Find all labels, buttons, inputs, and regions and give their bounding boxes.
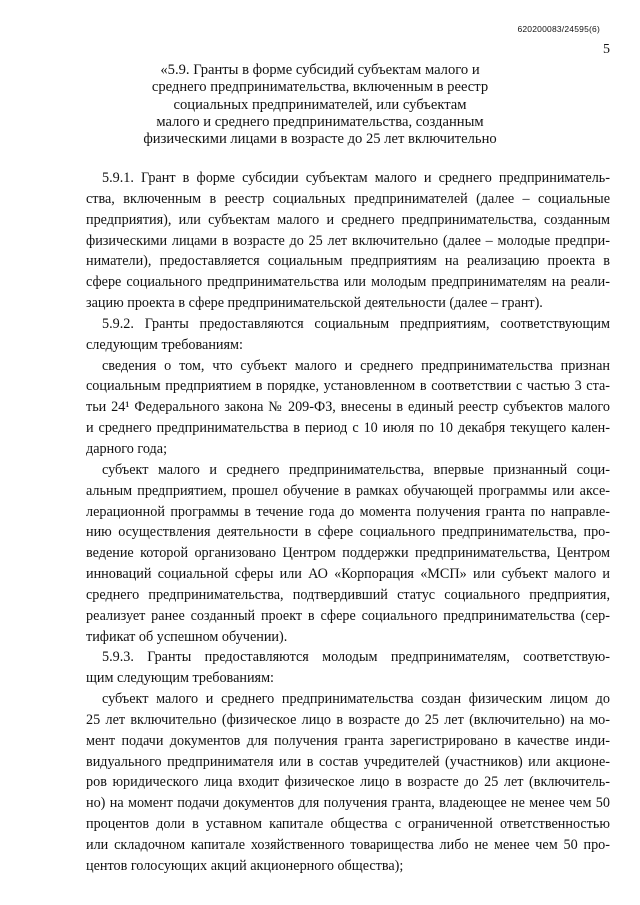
paragraph-line: ведение которой организовано Центром поддержки предпринимательства, Центром xyxy=(86,545,610,562)
heading-line: «5.9. Гранты в форме субсидий субъектам малого и xyxy=(160,62,480,78)
document-code: 620200083/24595(6) xyxy=(517,24,600,34)
paragraph-line: инноваций социальной сферы или АО «Корпорация «МСП» или субъект малого и xyxy=(86,566,610,583)
paragraph-line: сфере социального предпринимательства или молодым предпринимателям на реали- xyxy=(86,274,610,291)
heading-line: среднего предпринимательства, включенным в реестр xyxy=(151,79,489,96)
paragraph-line: субъект малого и среднего предпринимательства создан физическим лицом до xyxy=(102,691,610,708)
heading-line: социальных предпринимателей, или субъектам xyxy=(173,96,467,113)
paragraph-line: видуального предпринимателя или в состав учредителей (участников) или акционе- xyxy=(86,753,610,770)
paragraph-line: мент подачи документов для получения гранта зарегистрировано в качестве инди- xyxy=(86,732,610,749)
paragraph-line: тификат об успешном обучении). xyxy=(86,628,288,645)
paragraph-line: альным предприятием, прошел обучение в рамках обучающей программы или аксе- xyxy=(86,482,610,499)
paragraph-line: дарного года; xyxy=(86,440,168,457)
paragraph-line: тьи 24¹ Федерального закона № 209-ФЗ, внесены в единый реестр субъектов малого xyxy=(86,399,610,416)
paragraph-line: 5.9.3. Гранты предоставляются молодым предпринимателям, соответствую- xyxy=(102,649,610,666)
paragraph-line: процентов доли в уставном капитале общества с ограниченной ответственностью xyxy=(86,816,610,833)
paragraph-line: нию осуществления деятельности в сфере социального предпринимательства, про- xyxy=(86,524,610,541)
paragraph-line: физическими лицами в возрасте до 25 лет включительно (далее – молодые предпри- xyxy=(86,232,610,249)
document-body xyxy=(86,168,610,877)
paragraph-line: 5.9.1. Грант в форме субсидии субъектам малого и среднего предприниматель- xyxy=(102,170,610,186)
paragraph-line: ства, включенным в реестр социальных предпринимателей (далее – социальные xyxy=(86,190,610,207)
paragraph-line: ниматели), предоставляется социальным предприятиям на реализацию проекта в xyxy=(86,253,610,270)
paragraph-line: сведения о том, что субъект малого и среднего предпринимательства признан xyxy=(102,357,610,374)
paragraph-line: предприятия), или субъектам малого и среднего предпринимательства, созданным xyxy=(86,211,610,228)
paragraph-line: и среднего предпринимательства в период с 10 июля по 10 декабря текущего кален- xyxy=(86,420,610,437)
paragraph-line: щим следующим требованиям: xyxy=(86,670,274,687)
section-heading xyxy=(120,62,520,148)
paragraph-line: лерационной программы в течение года до момента получения гранта по направле- xyxy=(86,503,610,520)
paragraph-line: социальным предприятием в порядке, установленном в соответствии с частью 3 ста- xyxy=(86,378,610,395)
heading-line: физическими лицами в возрасте до 25 лет включительно xyxy=(143,131,497,148)
paragraph-line: но) на момент подачи документов для получения гранта, владеющее не менее чем 50 xyxy=(86,795,610,812)
paragraph xyxy=(86,647,610,689)
paragraph-line: ров юридического лица входит физическое лицо в возрасте до 25 лет (включитель- xyxy=(86,774,610,791)
paragraph-line: субъект малого и среднего предпринимательства, впервые признанный соци- xyxy=(102,461,610,478)
heading-line: малого и среднего предпринимательства, созданным xyxy=(156,113,484,130)
paragraph-line: 25 лет включительно (физическое лицо в возрасте до 25 лет (включительно) на мо- xyxy=(86,711,610,728)
page-number: 5 xyxy=(603,42,610,57)
paragraph-line: или складочном капитале хозяйственного товарищества либо не менее чем 50 про- xyxy=(86,837,610,853)
paragraph xyxy=(86,314,610,356)
paragraph-line: зацию проекта в сфере предпринимательской деятельности (далее – грант). xyxy=(86,295,543,312)
paragraph-line: среднего предпринимательства, подтвердивший статус социального предприятия, xyxy=(86,586,610,603)
paragraph xyxy=(86,168,610,314)
paragraph xyxy=(86,356,610,460)
paragraph-line: следующим требованиям: xyxy=(86,336,243,353)
paragraph-line: реализует ранее созданный проект в сфере социального предпринимательства (сер- xyxy=(86,607,610,624)
paragraph xyxy=(86,460,610,648)
paragraph xyxy=(86,689,610,877)
paragraph-line: центов голосующих акций акционерного общества); xyxy=(86,857,404,874)
paragraph-line: 5.9.2. Гранты предоставляются социальным предприятиям, соответствующим xyxy=(102,315,610,332)
